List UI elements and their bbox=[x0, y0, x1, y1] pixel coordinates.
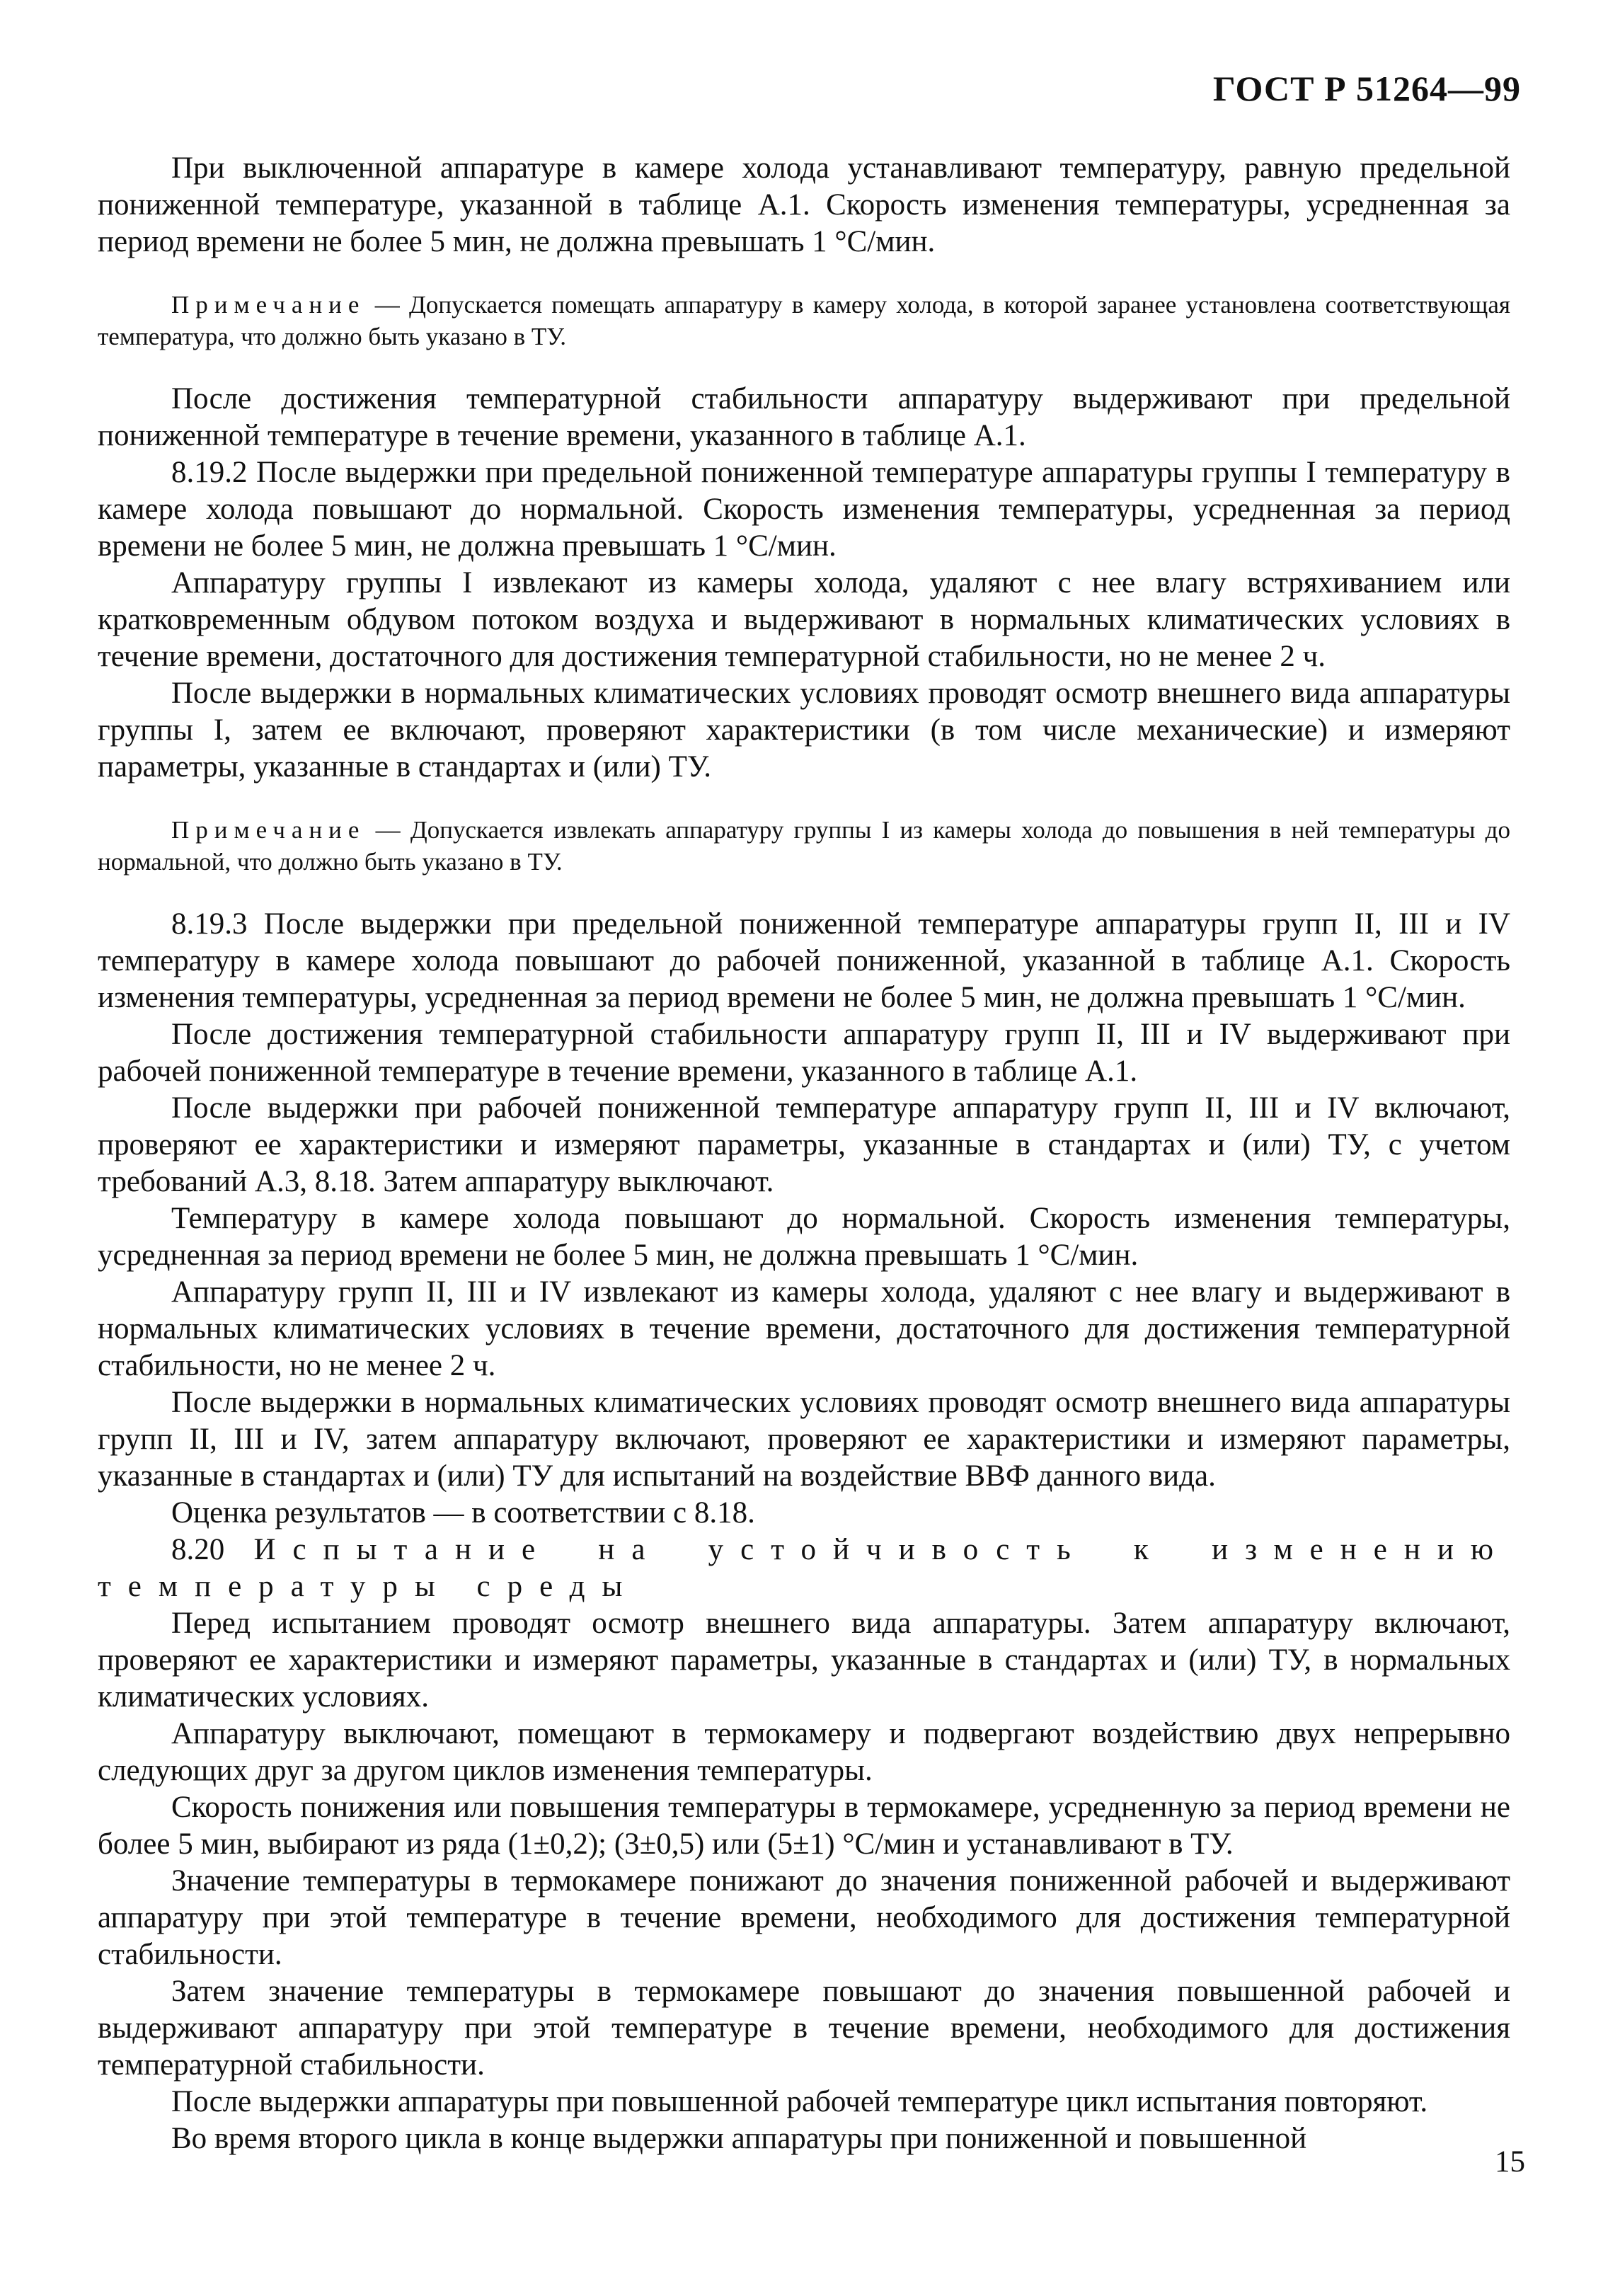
note-label: Примечание bbox=[171, 816, 366, 844]
paragraph: 8.19.3 После выдержки при предельной пониженной температуре аппаратуры групп II, III и IV температуру в камере холода повышают до рабочей пониженной, указанной в таблице А.1. Скорость изменения температуры, усредненная за период времени не более 5 мин, не должна превышать 1 °С/мин. bbox=[98, 907, 1510, 1014]
paragraph: 8.19.2 После выдержки при предельной пониженной температуре аппаратуры группы I температуру в камере холода повышают до нормальной. Скорость изменения температуры, усредненная за период времени не более 5 мин, не должна превышать 1 °С/мин. bbox=[98, 456, 1510, 563]
paragraph: После выдержки аппаратуры при повышенной рабочей температуре цикл испытания повторяют. bbox=[171, 2085, 1428, 2118]
page-number: 15 bbox=[1495, 2145, 1525, 2179]
paragraph: Аппаратуру выключают, помещают в термокамеру и подвергают воздействию двух непрерывно следующих друг за другом циклов изменения температуры. bbox=[98, 1717, 1510, 1787]
paragraph: Значение температуры в термокамере понижают до значения пониженной рабочей и выдерживают аппаратуру при этой температуре в течение времени, необходимого для достижения температурной стабильности. bbox=[98, 1864, 1510, 1971]
paragraph: Во время второго цикла в конце выдержки аппаратуры при пониженной и повышенной bbox=[171, 2122, 1307, 2155]
paragraph: Аппаратуру группы I извлекают из камеры холода, удаляют с нее влагу встряхиванием или кратковременным обдувом потоком воздуха и выдерживают в нормальных климатических условиях в течение времени, достаточного для достижения температурной стабильности, но не менее 2 ч. bbox=[98, 566, 1510, 673]
section-heading bbox=[98, 1532, 1510, 1605]
paragraph: После выдержки в нормальных климатических условиях проводят осмотр внешнего вида аппаратуры группы I, затем ее включают, проверяют характеристики (в том числе механические) и измеряют параметры, указанные в стандартах и (или) ТУ. bbox=[98, 677, 1510, 783]
note-label: Примечание bbox=[171, 291, 366, 318]
paragraph: Аппаратуру групп II, III и IV извлекают из камеры холода, удаляют с нее влагу и выдерживают в нормальных климатических условиях в течение времени, достаточного для достижения температурной стабильности, но не менее 2 ч. bbox=[98, 1275, 1510, 1382]
paragraph: Скорость понижения или повышения температуры в термокамере, усредненную за период времени не более 5 мин, выбирают из ряда (1±0,2); (3±0,5) или (5±1) °С/мин и устанавливают в ТУ. bbox=[98, 1791, 1510, 1861]
note-text: — Допускается извлекать аппаратуру группы I из камеры холода до повышения в ней температуры до нормальной, что должно быть указано в ТУ. bbox=[98, 816, 1510, 876]
paragraph: Температуру в камере холода повышают до нормальной. Скорость изменения температуры, усредненная за период времени не более 5 мин, не должна превышать 1 °С/мин. bbox=[98, 1202, 1510, 1272]
paragraph: После достижения температурной стабильности аппаратуру групп II, III и IV выдерживают при рабочей пониженной температуре в течение времени, указанного в таблице А.1. bbox=[98, 1018, 1510, 1088]
document-header: ГОСТ Р 51264—99 bbox=[1212, 69, 1521, 108]
paragraph: Перед испытанием проводят осмотр внешнего вида аппаратуры. Затем аппаратуру включают, проверяют ее характеристики и измеряют параметры, указанные в стандартах и (или) ТУ, в нормальных климатических условиях. bbox=[98, 1607, 1510, 1714]
paragraph: Затем значение температуры в термокамере повышают до значения повышенной рабочей и выдерживают аппаратуру при этой температуре в течение времени, необходимого для достижения температурной стабильности. bbox=[98, 1975, 1510, 2082]
section-number: 8.20 bbox=[171, 1533, 225, 1566]
section-title: Испытание на устойчивость к изменению температуры среды bbox=[98, 1533, 1510, 1603]
note-text: — Допускается помещать аппаратуру в камеру холода, в которой заранее установлена соответствующая температура, что должно быть указано в ТУ. bbox=[98, 291, 1510, 350]
paragraph: После выдержки при рабочей пониженной температуре аппаратуру групп II, III и IV включают, проверяют ее характеристики и измеряют параметры, указанные в стандартах и (или) ТУ, с учетом требований А.3, 8.18. Затем аппаратуру выключают. bbox=[98, 1091, 1510, 1198]
paragraph: При выключенной аппаратуре в камере холода устанавливают температуру, равную предельной пониженной температуре, указанной в таблице А.1. Скорость изменения температуры, усредненная за период времени не более 5 мин, не должна превышать 1 °С/мин. bbox=[98, 151, 1510, 258]
paragraph: После выдержки в нормальных климатических условиях проводят осмотр внешнего вида аппаратуры групп II, III и IV, затем аппаратуру включают, проверяют ее характеристики и измеряют параметры, указанные в стандартах и (или) ТУ для испытаний на воздействие ВВФ данного вида. bbox=[98, 1386, 1510, 1493]
paragraph: После достижения температурной стабильности аппаратуру выдерживают при предельной пониженной температуре в течение времени, указанного в таблице А.1. bbox=[98, 382, 1510, 452]
paragraph: Оценка результатов — в соответствии с 8.18. bbox=[171, 1496, 755, 1529]
document-body bbox=[98, 150, 1510, 2157]
note bbox=[98, 814, 1510, 878]
note bbox=[98, 289, 1510, 352]
